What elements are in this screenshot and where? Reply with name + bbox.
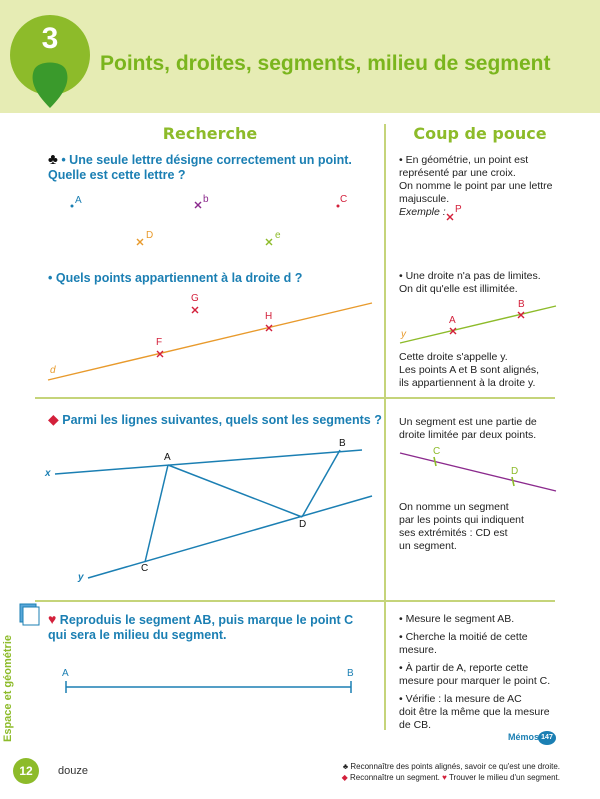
club-icon: ♣ xyxy=(48,151,58,168)
lesson-number: 3 xyxy=(41,22,59,55)
help3-line5: ses extrémités : CD est xyxy=(399,527,508,539)
label-P: P xyxy=(455,204,462,215)
footer-note-2 xyxy=(342,773,560,782)
segment-AB xyxy=(66,681,351,693)
help-3-top xyxy=(399,416,569,442)
help4-b1: • Mesure le segment AB. xyxy=(399,613,515,625)
dot-A xyxy=(71,205,74,208)
heart-icon: ♥ xyxy=(48,611,57,627)
help1-line1: • En géométrie, un point est xyxy=(399,154,529,166)
memos-page[interactable]: 147 xyxy=(541,734,553,741)
help-1 xyxy=(399,154,569,219)
label-D: D xyxy=(146,230,154,241)
segment-AD xyxy=(168,465,302,517)
line-y-q3 xyxy=(88,496,372,578)
label-A: A xyxy=(75,195,82,206)
help3-line2: droite limitée par deux points. xyxy=(399,429,537,441)
help1-line3: On nomme le point par une lettre xyxy=(399,180,553,192)
label-e: e xyxy=(275,230,281,241)
line-d xyxy=(48,303,372,380)
tick-C xyxy=(434,457,436,466)
cross-G xyxy=(192,307,198,313)
help4-b3b: mesure pour marquer le point C. xyxy=(399,675,551,687)
question-3 xyxy=(48,412,382,428)
help-4 xyxy=(399,613,574,732)
memos-link[interactable]: Mémos xyxy=(508,732,540,742)
label-y-B: B xyxy=(518,299,525,310)
help3-line3: On nomme un segment xyxy=(399,501,509,513)
help2-line2: On dit qu'elle est illimitée. xyxy=(399,283,518,295)
help3-line1: Un segment est une partie de xyxy=(399,416,537,428)
label-F: F xyxy=(156,337,163,348)
q1-line2: Quelle est cette lettre ? xyxy=(48,168,186,182)
q3-figure xyxy=(55,450,372,578)
help2-line4: Les points A et B sont alignés, xyxy=(399,364,540,376)
help4-b4a: • Vérifie : la mesure de AC xyxy=(399,693,522,705)
label-q3-B: B xyxy=(339,438,346,449)
label-q3-D: D xyxy=(299,519,307,530)
heart-icon-small: ♥ xyxy=(442,773,447,782)
label-q4-A: A xyxy=(62,668,69,679)
label-H: H xyxy=(265,311,273,322)
help-3-bottom xyxy=(399,501,569,553)
tick-D xyxy=(512,477,514,486)
label-q3-C: C xyxy=(141,563,149,574)
q3-text: Parmi les lignes suivantes, quels sont les segments ? xyxy=(62,413,382,427)
side-tab-icon-front xyxy=(23,607,39,625)
footer-note2-text: Reconnaître un segment. xyxy=(350,773,440,782)
help4-b4b: doit être la même que la mesure xyxy=(399,706,550,718)
footer-note-1 xyxy=(343,762,560,771)
label-q3-y: y xyxy=(78,572,84,583)
help2-line3: Cette droite s'appelle y. xyxy=(399,351,508,363)
label-d: d xyxy=(50,365,56,376)
help-2-bottom xyxy=(399,351,574,390)
help-2-top xyxy=(399,270,569,296)
side-tab-label: Espace et géométrie xyxy=(2,635,14,742)
label-b: b xyxy=(203,194,209,205)
help4-b2b: mesure. xyxy=(399,644,437,656)
help3-line4: par les points qui indiquent xyxy=(399,514,524,526)
help1-example: Exemple : xyxy=(399,206,446,218)
label-q4-B: B xyxy=(347,668,354,679)
q2-text: • Quels points appartiennent à la droite d ? xyxy=(48,271,303,285)
q4-line2: qui sera le milieu du segment. xyxy=(48,628,227,642)
label-help3-D: D xyxy=(511,466,519,477)
line-help3 xyxy=(400,453,556,491)
label-x: x xyxy=(45,468,51,479)
club-icon-small: ♣ xyxy=(342,762,349,771)
line-y xyxy=(400,306,556,343)
help4-b3a: • À partir de A, reporte cette xyxy=(399,662,529,674)
line-x xyxy=(55,450,362,474)
heading-coup-de-pouce: Coup de pouce xyxy=(413,124,547,143)
label-y-A: A xyxy=(449,315,456,326)
page-title: Points, droites, segments, milieu de segment xyxy=(100,52,551,75)
label-q3-A: A xyxy=(164,452,171,463)
label-C: C xyxy=(340,194,348,205)
footer-note1-text: Reconnaître des points alignés, savoir ce qu'est une droite. xyxy=(350,762,560,771)
help1-line2: représenté par une croix. xyxy=(399,167,516,179)
segment-AC xyxy=(145,465,168,562)
help1-line4: majuscule. xyxy=(399,193,450,205)
cross-b xyxy=(195,202,201,208)
label-help3-C: C xyxy=(433,446,441,457)
heading-recherche: Recherche xyxy=(162,124,258,143)
diamond-icon-small: ◆ xyxy=(341,773,348,782)
q1-line1: • Une seule lettre désigne correctement un point. xyxy=(61,153,352,167)
page-word: douze xyxy=(58,765,88,777)
page-number: 12 xyxy=(19,764,33,778)
help3-line6: un segment. xyxy=(399,540,457,552)
help2-line1: • Une droite n'a pas de limites. xyxy=(399,270,541,282)
help4-b2a: • Cherche la moitié de cette xyxy=(399,631,528,643)
cross-e xyxy=(266,239,272,245)
cross-D xyxy=(137,239,143,245)
diamond-icon: ◆ xyxy=(48,411,59,427)
label-G: G xyxy=(191,293,199,304)
help2-line5: ils appartiennent à la droite y. xyxy=(399,377,536,389)
question-4 xyxy=(48,612,353,643)
q4-line1: Reproduis le segment AB, puis marque le point C xyxy=(59,613,354,627)
footer-note3-text: Trouver le milieu d'un segment. xyxy=(448,773,560,782)
label-y: y xyxy=(401,329,406,340)
help4-b4c: de CB. xyxy=(399,719,432,731)
